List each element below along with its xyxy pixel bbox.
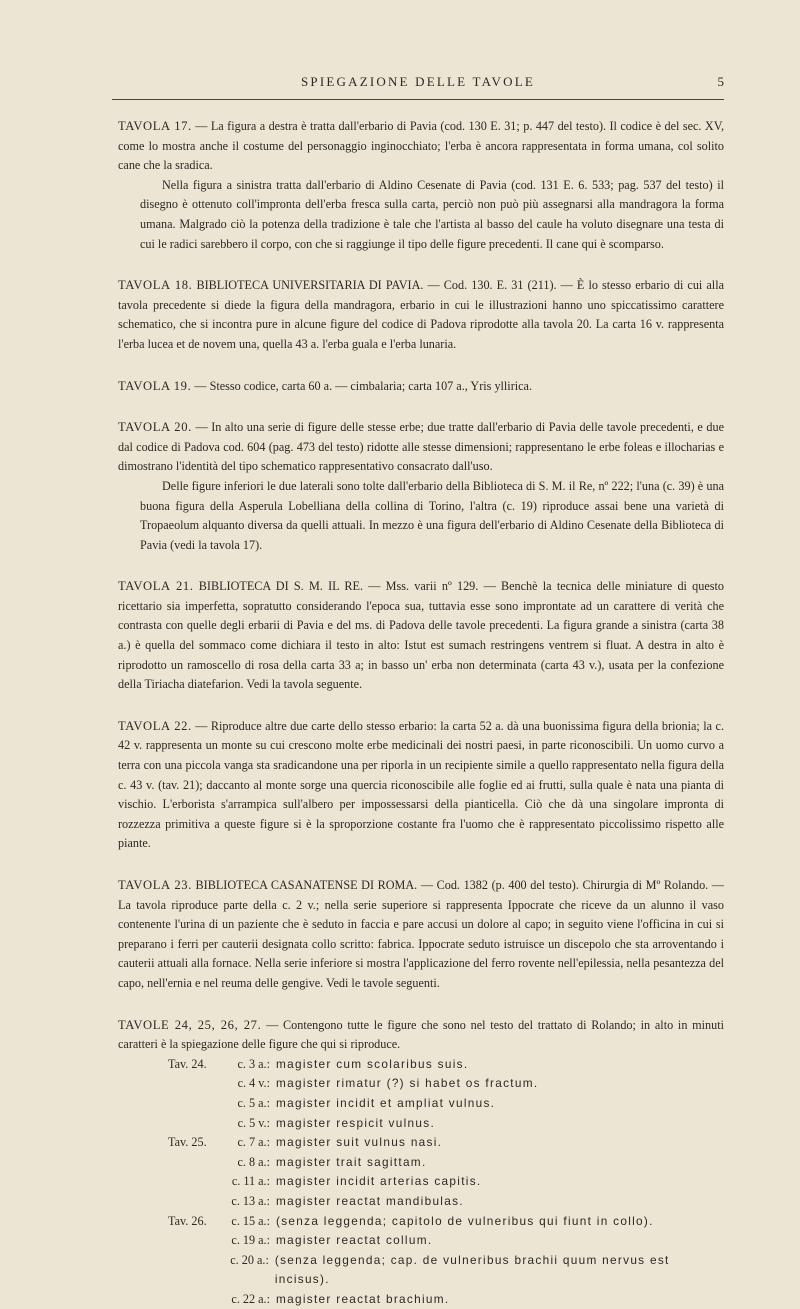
header-rule (112, 99, 724, 100)
legend-text: magister reactat collum. (276, 1233, 433, 1248)
entry-label: TAVOLA 17. (118, 119, 192, 133)
legend-text: (senza leggenda; cap. de vulneribus brachii quum nervus est incisus). (274, 1252, 670, 1287)
figure-legend-list (118, 1055, 724, 1309)
legend-carta: c. 5 v.: (237, 1115, 270, 1130)
entry-label: TAVOLE 24, 25, 26, 27. (118, 1017, 262, 1032)
legend-tavola (118, 1114, 218, 1134)
entry-tavola-18 (118, 276, 724, 354)
legend-tavola (118, 1231, 218, 1251)
page-number: 5 (717, 74, 724, 89)
entry-label: TAVOLA 19. (118, 378, 192, 393)
document-body (118, 117, 724, 1309)
legend-row (118, 1290, 724, 1309)
entry-paragraph: BIBLIOTECA UNIVERSITARIA DI PAVIA. — Cod. 130. E. 31 (211). — È lo stesso erbario di cui alla tavola precedente si diede la figura della mandragora, erbario in cui le illustrazioni hanno uno spiccatissimo carattere schematico, che si incontra pure in alcune figure del codice di Padova riprodotte alla tavola 20. La carta 16 v. rappresenta l'erba lucea et de novem una, quella 43 a. l'erba guala e l'erba lunaria. (118, 278, 724, 351)
legend-tavola: Tav. 26. (168, 1213, 207, 1228)
legend-carta: c. 22 a.: (231, 1291, 270, 1306)
legend-text: magister incidit arterias capitis. (276, 1174, 482, 1189)
entry-label: TAVOLA 22. (118, 718, 192, 733)
legend-tavola (118, 1192, 218, 1212)
entry-paragraph: — Stesso codice, carta 60 a. — cimbalaria; carta 107 a., Yris yllirica. (194, 378, 533, 393)
legend-tavola (118, 1251, 217, 1290)
entry-paragraph: — Contengono tutte le figure che sono nel testo del trattato di Rolando; in alto in minuti caratteri è la spiegazione delle figure che qui si riproduce. (118, 1017, 724, 1052)
entry-label: TAVOLA 18. (118, 278, 193, 293)
legend-text: magister reactat mandibulas. (276, 1193, 464, 1208)
entry-paragraph: BIBLIOTECA CASANATENSE DI ROMA. — Cod. 1382 (p. 400 del testo). Chirurgia di Mº Rolando. — La tavola riproduce parte della c. 2 v.; nella serie superiore si rappresenta Ippocrate che riceve da un alunno il vaso contenente l'urina di un paziente che è seduto in faccia e pare accusi un dolore al capo; in seguito viene l'officina in cui si preparano i ferri per cauterii designata collo scritto: fabrica. Ippocrate seduto istruisce un discepolo che sta arroventando i cauterii attuali alla fornace. Nella serie inferiore si mostra l'applicazione del ferro rovente nell'epilessia, nella pesantezza del capo, nell'ernia e nel reuma delle gengive. Vedi le tavole seguenti. (118, 878, 724, 990)
legend-tavola: Tav. 25. (168, 1135, 207, 1150)
entry-tavola-21 (118, 577, 724, 695)
entry-paragraph: BIBLIOTECA DI S. M. IL RE. — Mss. varii nº 129. — Benchè la tecnica delle miniature di questo ricettario sia imperfetta, sopratutto considerando l'epoca sua, tuttavia esse sono improntate ad un carattere di verità che contrasta con quelle degli erbarii di Pavia e del ms. di Padova delle tavole precedenti. La figura grande a sinistra (carta 38 a.) è quella del sommaco come dichiara il testo in alto: Istut est sumach restringens ventrem si fluat. A destra in alto è riprodotto un ramoscello di rosa della carta 33 a; in basso un' erba non determinata (carta 43 v.), usata per la confezione della Tiriacha diatefarion. Vedi la tavola seguente. (118, 579, 724, 692)
legend-carta: c. 11 a.: (231, 1174, 270, 1189)
legend-row (118, 1055, 724, 1075)
legend-row (118, 1114, 724, 1134)
entry-label: TAVOLA 23. (118, 878, 192, 892)
legend-carta: c. 20 a.: (230, 1252, 269, 1267)
legend-text: magister reactat brachium. (276, 1291, 450, 1306)
legend-carta: c. 8 a.: (237, 1154, 270, 1169)
entry-label: TAVOLA 20. (118, 420, 192, 435)
legend-text: magister incidit et ampliat vulnus. (276, 1095, 496, 1110)
legend-row (118, 1153, 724, 1173)
legend-carta: c. 15 a.: (231, 1213, 270, 1228)
legend-tavola (118, 1094, 218, 1114)
legend-text: magister trait sagittam. (276, 1154, 427, 1169)
legend-text: magister rimatur (?) si habet os fractum. (276, 1076, 539, 1091)
legend-tavola (118, 1172, 218, 1192)
legend-tavola (118, 1290, 218, 1309)
entry-paragraph: — La figura a destra è tratta dall'erbario di Pavia (cod. 130 E. 31; p. 447 del testo). Il codice è del sec. XV, come lo mostra anche il costume del personaggio inginocchiato; l'erba è ancora rappresentata in forma umana, col solito cane che la sradica. (118, 119, 725, 173)
legend-tavola (118, 1074, 218, 1094)
entry-label: TAVOLA 21. (118, 579, 194, 594)
entry-tavola-20 (118, 418, 724, 555)
legend-row (118, 1212, 724, 1232)
legend-row (118, 1192, 724, 1212)
entry-paragraph: Nella figura a sinistra tratta dall'erbario di Aldino Cesenate di Pavia (cod. 131 E. 6. 533; pag. 537 del testo) il disegno è ottenuto coll'impronta dell'erba fresca sulla carta, perciò non può più assegnarsi alla mandragora la forma umana. Malgrado ciò la potenza della tradizione è tale che l'artista al basso del caule ha voluto disegnare una testa di cui le radici sarebbero il corpo, con che si raggiunge il tipo delle figure precedenti. Il cane qui è scomparso. (140, 177, 724, 251)
legend-row (118, 1231, 724, 1251)
legend-carta: c. 3 a.: (237, 1056, 270, 1071)
legend-carta: c. 19 a.: (231, 1233, 270, 1248)
legend-tavola: Tav. 24. (168, 1056, 207, 1071)
legend-row (118, 1251, 724, 1290)
legend-row (118, 1094, 724, 1114)
entry-tavola-19 (118, 377, 724, 397)
page-header (112, 74, 724, 96)
running-title: SPIEGAZIONE DELLE TAVOLE (301, 74, 535, 89)
legend-row (118, 1172, 724, 1192)
legend-text: magister cum scolaribus suis. (276, 1056, 469, 1071)
legend-text: magister respicit vulnus. (276, 1115, 436, 1130)
legend-carta: c. 4 v.: (237, 1076, 270, 1091)
legend-row (118, 1074, 724, 1094)
legend-row (118, 1133, 724, 1153)
entry-paragraph: Delle figure inferiori le due laterali sono tolte dall'erbario della Biblioteca di S. M. il Re, nº 222; l'una (c. 39) è una buona figura della Asperula Lobelliana della collina di Torino, l'altra (c. 19) riproduce assai bene una varietà di Tropaeolum alquanto diversa da quelli attuali. In mezzo è una figura dell'erbario di Aldino Cesenate della Biblioteca di Pavia (vedi la tavola 17). (140, 478, 724, 552)
entry-tavole-24-27 (118, 1016, 724, 1055)
legend-carta: c. 13 a.: (231, 1193, 270, 1208)
entry-tavola-23 (118, 876, 724, 994)
legend-text: magister suit vulnus nasi. (276, 1135, 443, 1150)
legend-carta: c. 5 a.: (237, 1095, 270, 1110)
legend-text: (senza leggenda; capitolo de vulneribus qui fiunt in collo). (276, 1213, 654, 1228)
legend-carta: c. 7 a.: (237, 1135, 270, 1150)
entry-tavola-17 (118, 117, 724, 254)
entry-paragraph: — In alto una serie di figure delle stesse erbe; due tratte dall'erbario di Pavia delle tavole precedenti, e due dal codice di Padova cod. 604 (pag. 473 del testo) ridotte alle stesse dimensioni; rappresentano le erbe foleas e illocharias e dimostrano l'identità del tipo schematico rappresentativo consacrato dall'uso. (118, 420, 725, 474)
entry-tavola-22 (118, 717, 724, 854)
legend-tavola (118, 1153, 218, 1173)
entry-paragraph: — Riproduce altre due carte dello stesso erbario: la carta 52 a. dà una buonissima figura della brionia; la c. 42 v. rappresenta un monte su cui crescono molte erbe medicinali dei nostri paesi, in parte riconoscibili. Un uomo curvo a terra con una piccola vanga sta sradicandone una per riporla in un recipiente simile a quello rappresentato nella figura della c. 43 v. (tav. 21); daccanto al monte sorge una quercia riconoscibile alle foglie ed ai frutti, sulla quale è nata una pianta di vischio. L'erborista s'arrampica sull'albero per impossessarsi della pianticella. Ciò che dà una singolare impronta di rozzezza primitiva a queste figure si è la sproporzione costante fra l'uomo che è rappresentato piccolissimo rispetto alle piante. (118, 718, 725, 851)
